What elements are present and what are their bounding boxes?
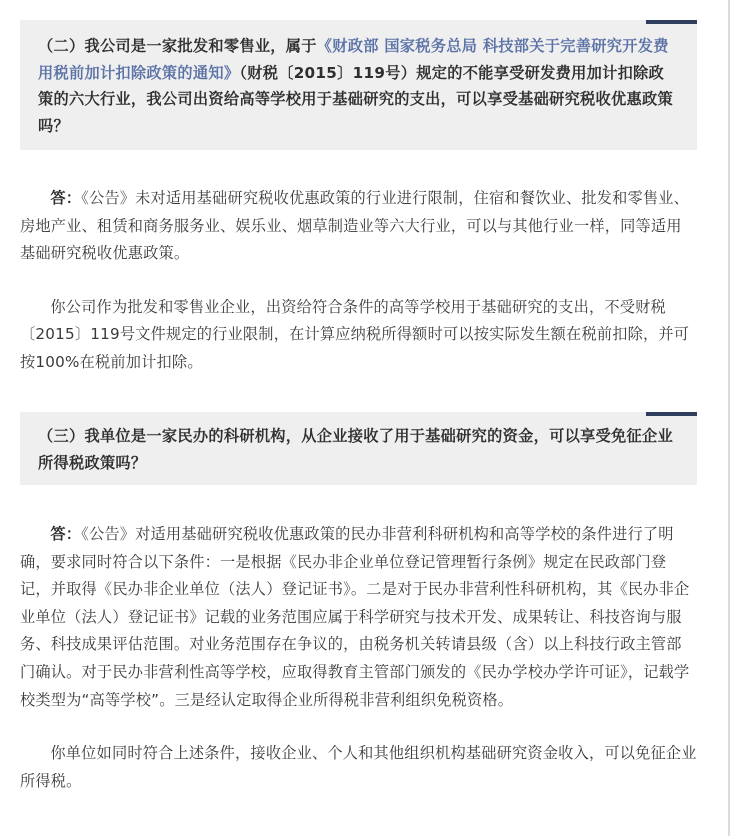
answer-2-lead: 答： bbox=[50, 189, 82, 207]
answer-3-p1-text: 《公告》对适用基础研究税收优惠政策的民办非营利科研机构和高等学校的条件进行了明确，要求同时符合以下条件：一是根据《民办非企业单位登记管理暂行条例》规定在民政部门登记，并取得《民办非企业单位（法人）登记证书》。二是对于民办非营利性科研机构，其《民办非企业单位（法人）登记证书》记载的业务范围应属于科学研究与技术开发、成果转让、科技咨询与服务、科技成果评估范围。对业务范围存在争议的，由税务机关转请县级（含）以上科技行政主管部门确认。对于民办非营利性高等学校，应取得教育主管部门颁发的《民办学校办学许可证》，记载学校类型为“高等学校”。三是经认定取得企业所得税非营利组织免税资格。 bbox=[20, 525, 690, 709]
answer-3-paragraph-1 bbox=[20, 521, 697, 714]
answer-3 bbox=[20, 521, 697, 795]
answer-2-p2-text: 你公司作为批发和零售业企业，出资给符合条件的高等学校用于基础研究的支出，不受财税〔2015〕119号文件规定的行业限制，在计算应纳税所得额时可以按实际发生额在税前扣除，并可按100%在税前加计扣除。 bbox=[20, 297, 690, 371]
answer-2-p1-text: 《公告》未对适用基础研究税收优惠政策的行业进行限制，住宿和餐饮业、批发和零售业、房地产业、租赁和商务服务业、娱乐业、烟草制造业等六大行业，可以与其他行业一样，同等适用基础研究税收优惠政策。 bbox=[20, 189, 690, 263]
accent-bar bbox=[646, 20, 697, 24]
question-3-text: （三）我单位是一家民办的科研机构，从企业接收了用于基础研究的资金，可以享受免征企业所得税政策吗？ bbox=[38, 427, 673, 472]
question-box-2 bbox=[20, 20, 697, 150]
question-2-prefix: （二）我公司是一家批发和零售业，属于 bbox=[38, 37, 317, 55]
answer-3-lead: 答： bbox=[50, 525, 82, 543]
question-2-text bbox=[38, 33, 679, 139]
question-box-3 bbox=[20, 412, 697, 485]
answer-2-paragraph-2 bbox=[20, 294, 697, 377]
policy-notice-link[interactable]: 《财政部 国家税务总局 科技部关于完善研究开发费用税前加计扣除政策的通知》 bbox=[38, 37, 669, 82]
accent-bar bbox=[646, 412, 697, 416]
answer-3-paragraph-2 bbox=[20, 740, 697, 795]
answer-2-paragraph-1 bbox=[20, 185, 697, 268]
answer-2 bbox=[20, 185, 697, 377]
answer-3-p2-text: 你单位如同时符合上述条件，接收企业、个人和其他组织机构基础研究资金收入，可以免征企业所得税。 bbox=[20, 744, 697, 790]
question-2-suffix: （财税〔2015〕119号）规定的不能享受研发费用加计扣除政策的六大行业，我公司出资给高等学校用于基础研究的支出，可以享受基础研究税收优惠政策吗？ bbox=[38, 63, 673, 135]
